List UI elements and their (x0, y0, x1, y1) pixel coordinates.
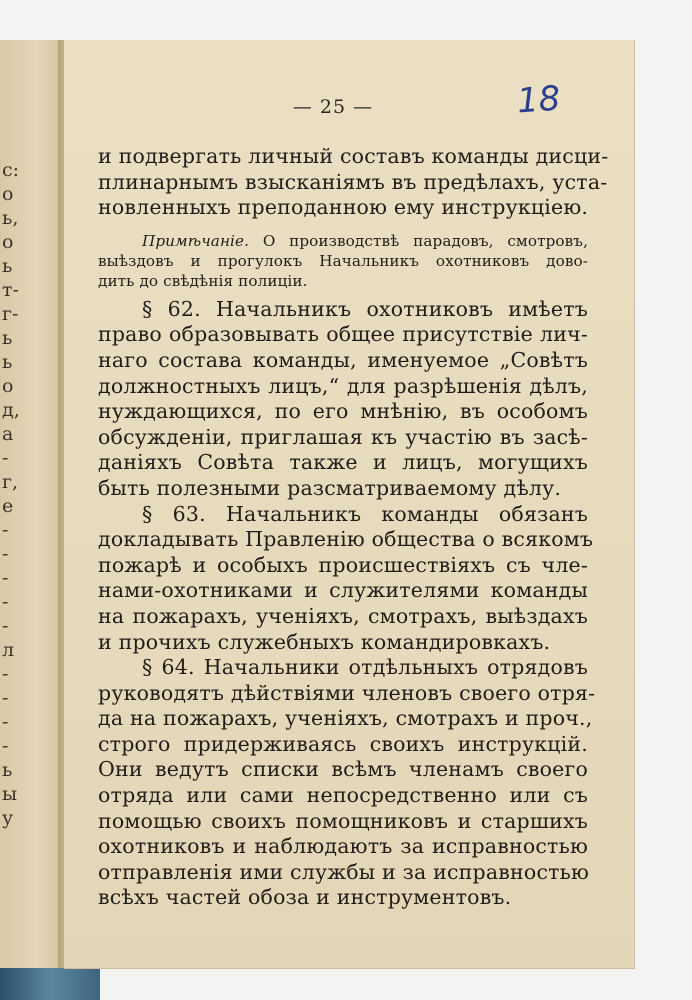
left-page-edge (0, 40, 63, 970)
left-page-edge-char: - (2, 543, 9, 565)
text-line: да на пожарахъ, ученiяхъ, смотрахъ и проч., (98, 706, 593, 731)
scan-background-top (0, 0, 692, 40)
text-line: пожарѣ и особыхъ происшествiяхъ съ чле- (98, 552, 588, 577)
left-page-edge-char: е (2, 495, 14, 517)
book-cover-edge (0, 968, 100, 1000)
section-62 (98, 297, 588, 502)
text-line: охотниковъ и наблюдаютъ за исправностью (98, 834, 588, 859)
left-page-edge-char: - (2, 591, 9, 613)
scan-background-right (635, 40, 692, 1000)
text-line: плинарнымъ взысканiямъ въ предѣлахъ, уста- (98, 169, 608, 194)
text-line: обсужденiи, приглашая къ участiю въ засѣ- (98, 424, 588, 449)
left-page-edge-char: - (2, 711, 9, 733)
left-page-edge-char: о (2, 183, 14, 205)
left-page-edge-char: у (2, 807, 14, 829)
text-line: докладывать Правленiю общества о всякомъ (98, 527, 594, 552)
note-text: О производствѣ парадовъ, смотровъ, (262, 231, 588, 250)
section-64 (98, 655, 596, 911)
note-line: выѣздовъ и прогулокъ Начальникъ охотниковъ дово- (98, 251, 588, 270)
text-line: быть полезными разсматриваемому дѣлу. (98, 475, 562, 500)
note-label: Примѣчанiе. (142, 231, 250, 250)
text-line: нуждающихся, по его мнѣнiю, въ особомъ (98, 399, 588, 424)
left-page-edge-characters (2, 158, 18, 830)
footnote-primechanie (98, 231, 588, 291)
text-line: на пожарахъ, ученiяхъ, смотрахъ, выѣздахъ (98, 603, 588, 628)
left-page-edge-char: - (2, 663, 9, 685)
section-63 (98, 501, 594, 656)
left-page-edge-char: о (2, 375, 14, 397)
left-page-edge-char: г, (2, 471, 18, 493)
left-page-edge-char: о (2, 231, 14, 253)
left-page-edge-char: ь (2, 255, 13, 277)
text-line: всѣхъ частей обоза и инструментовъ. (98, 885, 512, 910)
left-page-edge-char: ь, (2, 207, 19, 229)
left-page-edge-char: - (2, 687, 9, 709)
left-page-edge-char: - (2, 447, 9, 469)
left-page-edge-char: д, (2, 399, 20, 421)
left-page-edge-char: г- (2, 303, 19, 325)
page-number: — 25 — (292, 96, 374, 118)
text-line: Они ведутъ списки всѣмъ членамъ своего (98, 757, 588, 782)
left-page-edge-char: - (2, 567, 9, 589)
left-page-edge-char: - (2, 735, 9, 757)
handwritten-folio-number: 18 (515, 78, 562, 122)
text-line: и подвергать личный составъ команды дисци- (98, 144, 609, 168)
left-page-edge-char: ь (2, 351, 13, 373)
text-line: § 63. Начальникъ команды обязанъ (142, 501, 588, 526)
text-line: строго придерживаясь своихъ инструкцiй. (98, 731, 588, 756)
left-page-edge-char: а (2, 423, 14, 445)
note-line: дить до свѣдѣнiя полицiи. (98, 271, 308, 290)
left-page-edge-char: т- (2, 279, 19, 301)
left-page-edge-char: - (2, 615, 9, 637)
book-page (64, 40, 635, 969)
text-line: и прочихъ служебныхъ командировкахъ. (98, 629, 551, 654)
left-page-edge-char: - (2, 519, 9, 541)
text-line: наго состава команды, именуемое „Совѣтъ (98, 347, 588, 372)
text-line: право образовывать общее присутствiе лич- (98, 322, 588, 347)
left-page-edge-char: с: (2, 159, 20, 181)
left-page-edge-char: ь (2, 327, 13, 349)
text-line: руководятъ дѣйствiями членовъ своего отря- (98, 680, 596, 705)
text-line: § 62. Начальникъ охотниковъ имѣетъ (142, 296, 588, 321)
paragraph-intro (98, 144, 609, 221)
text-line: должностныхъ лицъ,“ для разрѣшенiя дѣлъ, (98, 373, 588, 398)
text-line: помощью своихъ помощниковъ и старшихъ (98, 808, 588, 833)
scan-background-bottom (100, 968, 692, 1000)
text-line: отряда или сами непосредственно или съ (98, 783, 588, 808)
text-line: данiяхъ Совѣта также и лицъ, могущихъ (98, 450, 588, 475)
text-line: новленныхъ преподанною ему инструкцiею. (98, 195, 589, 220)
left-page-edge-char: л (2, 639, 15, 661)
left-page-edge-char: ы (2, 783, 18, 805)
text-line: отправленiя ими службы и за исправностью (98, 859, 590, 884)
note-line (98, 231, 588, 251)
left-page-edge-char: ь (2, 759, 13, 781)
page-body-text (98, 144, 609, 911)
text-line: § 64. Начальники отдѣльныхъ отрядовъ (142, 655, 588, 680)
text-line: нами-охотниками и служителями команды (98, 578, 588, 603)
